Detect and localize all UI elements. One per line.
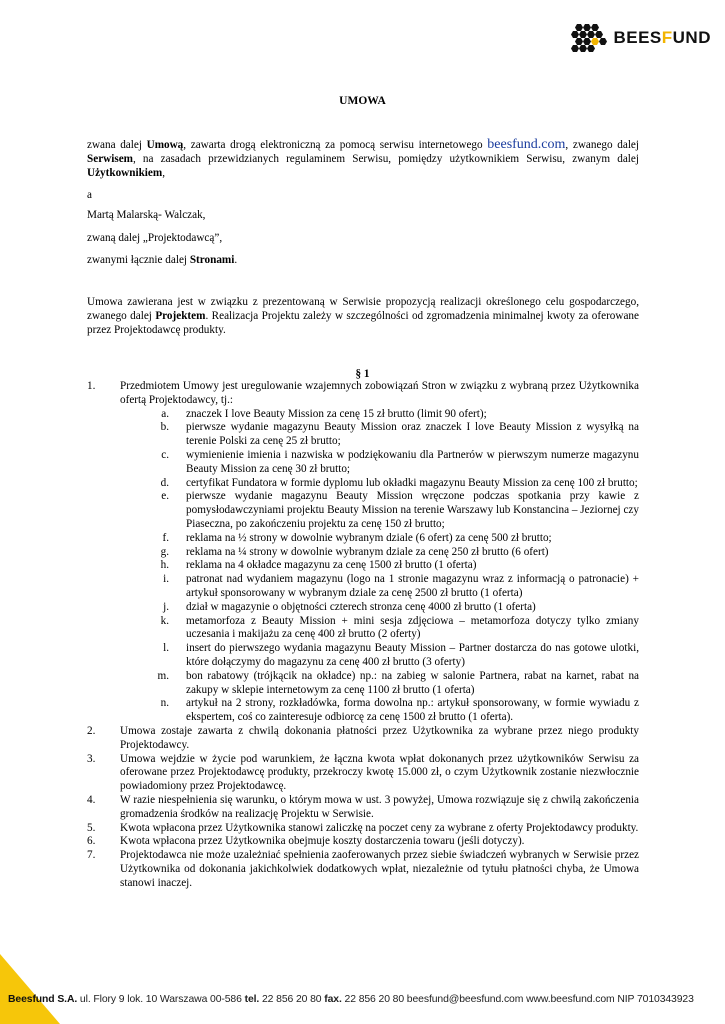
offer-item: g. reklama na ¼ strony w dowolnie wybranym dziale za cenę 250 zł brutto (6 ofert) bbox=[160, 545, 549, 558]
clause-item: 4. W razie niespełnienia się warunku, o którym mowa w ust. 3 powyżej, Umowa rozwiązuje się z chwilą zakończenia gromadzenia środków na realizację Projektu w Serwisie. bbox=[87, 793, 639, 820]
offer-item: h. reklama na 4 okładce magazynu za cenę 1500 zł brutto (1 oferta) bbox=[160, 559, 477, 572]
offer-list bbox=[120, 408, 639, 725]
section-heading: § 1 bbox=[355, 368, 370, 380]
clause-list bbox=[87, 380, 639, 890]
offer-item: j. dział w magazynie o objętności czterech stronza cenę 4000 zł brutto (1 oferta) bbox=[163, 600, 536, 613]
document-title: UMOWA bbox=[339, 95, 386, 107]
offer-item: d. certyfikat Fundatora w formie dyplomu lub okładki magazynu Beauty Mission za cenę 100 zł brutto; bbox=[160, 476, 638, 489]
conjunction-a: a bbox=[87, 189, 92, 201]
clause-item: 2. Umowa zostaje zawarta z chwilą dokonania płatności przez Użytkownika za wybrane przez niego produkty Projektodawcy. bbox=[87, 724, 639, 751]
footer: Beesfund S.A. ul. Flory 9 lok. 10 Warszawa 00-586 tel. 22 856 20 80 fax. 22 856 20 80 beesfund@beesfund.com www.beesfund.com NIP 7010343923 bbox=[8, 994, 694, 1005]
offer-item: e. pierwsze wydanie magazynu Beauty Mission wręczone podczas spotkania przy kawie z pomysłodawczyniami projektu Beauty Mission na terenie Warszawy lub Konstancina – Jeziornej czy Piaseczna, po zakończeniu projektu za cenę 150 zł brutto; bbox=[161, 490, 639, 530]
clause-item: 5. Kwota wpłacona przez Użytkownika stanowi zaliczkę na poczet ceny za wybrane z oferty Projektodawcy produkty. bbox=[87, 821, 639, 834]
offer-item: m. bon rabatowy (trójkącik na okładce) np.: na zabieg w salonie Partnera, rabat na karnet, rabat na zakupy w sklepie internetowym za cenę 1100 zł brutto (1 oferta) bbox=[157, 669, 639, 696]
offer-item: c. wymienienie imienia i nazwiska w podziękowaniu dla Partnerów w pierwszym numerze magazynu Beauty Mission za cenę 30 zł brutto; bbox=[161, 448, 639, 475]
offer-item: b. pierwsze wydanie magazynu Beauty Mission oraz znaczek I love Beauty Mission z wysyłką na terenie Polski za cenę 25 zł brutto; bbox=[160, 421, 639, 448]
offer-item: a. znaczek I love Beauty Mission za cenę 15 zł brutto (limit 90 ofert); bbox=[161, 407, 487, 420]
honeycomb-icon bbox=[571, 22, 609, 54]
beesfund-logo bbox=[571, 22, 711, 54]
beesfund-link[interactable]: beesfund.com bbox=[487, 137, 566, 152]
brand-name: BEESFUND bbox=[613, 28, 711, 47]
party-name: Martą Malarską- Walczak, bbox=[87, 209, 206, 221]
party-designation: zwaną dalej „Projektodawcą”, bbox=[87, 232, 223, 244]
parties-designation: zwanymi łącznie dalej Stronami. bbox=[87, 254, 238, 266]
clause-item: 3. Umowa wejdzie w życie pod warunkiem, że łączna kwota wpłat dokonanych przez użytkowników Serwisu za oferowane przez Projektodawcę produkty, przekroczy kwotę 15.000 zł, o czym Użytkownik zostanie niezwłocznie powiadomiony przez Projektodawcę. bbox=[87, 752, 639, 793]
offer-item: f. reklama na ½ strony w dowolnie wybranym dziale (6 ofert) za cenę 500 zł brutto; bbox=[162, 531, 552, 544]
offer-item: n. artykuł na 2 strony, rozkładówka, forma dowolna np.: artykuł sponsorowany, w formie wywiadu z ekspertem, coś co zainteresuje odbiorcę za cenę 1500 zł brutto (1 oferta). bbox=[160, 697, 639, 724]
offer-item: i. patronat nad wydaniem magazynu (logo na 1 stronie magazynu wraz z informacją o patronacie) + artykuł sponsorowany w wybranym dziale za cenę 2500 zł brutto (1 oferta) bbox=[163, 573, 639, 599]
clause-item: 6. Kwota wpłacona przez Użytkownika obejmuje koszty dostarczenia towaru (jeśli dotyczy). bbox=[87, 835, 525, 848]
clause-item: 7. Projektodawca nie może uzależniać spełnienia zaoferowanych przez siebie świadczeń wybranych w Serwisie przez Użytkownika od dokonania jakichkolwiek dodatkowych wpłat, niezależnie od tytułu płatności chyba, że Umowa stanowi inaczej. bbox=[87, 849, 639, 889]
footer-accent-shape bbox=[0, 954, 60, 1024]
intro-paragraph: zwana dalej Umową, zawarta drogą elektroniczną za pomocą serwisu internetowego beesfund.com, zwanego dalej Serwisem, na zasadach przewidzianych regulaminem Serwisu, pomiędzy użytkownikiem Serwisu, zwanym dalej Użytkownikiem, bbox=[87, 137, 640, 179]
offer-item: k. metamorfoza z Beauty Mission + mini sesja zdjęciowa – metamorfoza dotyczy tylko zmiany uczesania i makijażu za cenę 400 zł brutto (2 oferty) bbox=[160, 614, 639, 641]
offer-item: l. insert do pierwszego wydania magazynu Beauty Mission – Partner dostarcza do nas gotowe ulotki, które dołączymy do magazynu za cenę 400 zł brutto (3 oferty) bbox=[163, 642, 639, 668]
purpose-paragraph: Umowa zawierana jest w związku z prezentowaną w Serwisie propozycją realizacji określonego celu gospodarczego, zwanego dalej Projektem. Realizacja Projektu zależy w szczególności od zgromadzenia minimalnej kwoty za oferowane przez Projektodawcę produkty. bbox=[87, 296, 639, 336]
clause-item: 1. Przedmiotem Umowy jest uregulowanie wzajemnych zobowiązań Stron w związku z wybraną przez Użytkownika ofertą Projektodawcy, tj.: a. znaczek I love Beauty Mission za cenę 15 zł brutto (limit 90 ofert); b. pierwsze wydanie magazynu Beauty Mission oraz znaczek I love Beauty Mission z wysyłką na terenie Polski za cenę 25 zł brutto; c. wymienienie imienia i nazwiska w podziękowaniu dla Partnerów w pierwszym numerze magazynu Beauty Mission za cenę 30 zł brutto; d. certyfikat Fundatora w formie dyplomu lub okładki magazynu Beauty Mission za cenę 100 zł brutto; e. pierwsze wydanie magazynu Beauty Mission wręczone podczas spotkania przy kawie z pomysłodawczyniami projektu Beauty Mission na terenie Warszawy lub Konstancina – Jeziornej czy Piaseczna, po zakończeniu projektu za cenę 150 zł brutto; f. reklama na ½ strony w dowolnie wybranym dziale (6 ofert) za cenę 500 zł brutto; g. reklama na ¼ strony w dowolnie wybranym dziale za cenę 250 zł brutto (6 ofert) h. reklama na 4 okładce magazynu za cenę 1500 zł brutto (1 oferta) i. patronat nad wydaniem magazynu (logo na 1 stronie magazynu wraz z informacją o patronacie) + artykuł sponsorowany w wybranym dziale za cenę 2500 zł brutto (1 oferta) j. dział w magazynie o objętności czterech stronza cenę 4000 zł brutto (1 oferta) k. metamorfoza z Beauty Mission + mini sesja zdjęciowa – metamorfoza dotyczy tylko zmiany uczesania i makijażu za cenę 400 zł brutto (2 oferty) l. insert do pierwszego wydania magazynu Beauty Mission – Partner dostarcza do nas gotowe ulotki, które dołączymy do magazynu za cenę 400 zł brutto (3 oferty) m. bon rabatowy (trójkącik na okładce) np.: na zabieg w salonie Partnera, rabat na karnet, rabat na zakupy w sklepie internetowym za cenę 1100 zł brutto (1 oferta) n. artykuł na 2 strony, rozkładówka, forma dowolna np.: artykuł sponsorowany, w formie wywiadu z ekspertem, coś co zainteresuje odbiorcę za cenę 1500 zł brutto (1 oferta). bbox=[87, 380, 639, 724]
